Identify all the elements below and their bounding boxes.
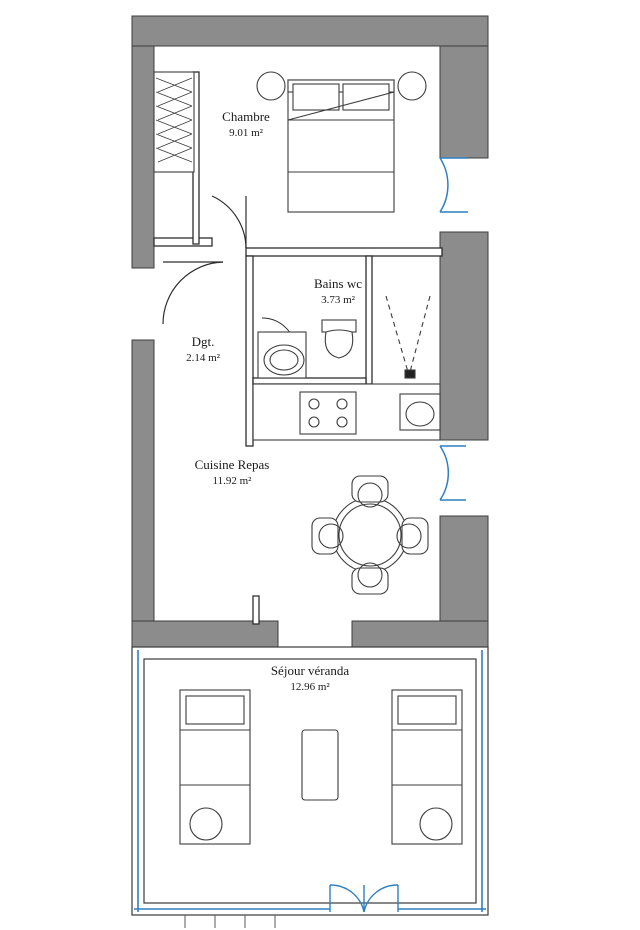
veranda-floor-ticks: [185, 915, 275, 928]
veranda-coffee-table: [302, 730, 338, 800]
veranda-stool-right: [420, 808, 452, 840]
room-name: Dgt.: [191, 333, 215, 349]
window-chambre-right: [440, 158, 448, 212]
wall-top: [132, 16, 488, 46]
bathroom-fixtures: [258, 296, 430, 378]
room-name: Cuisine Repas: [194, 456, 270, 472]
doors-group: [163, 196, 296, 352]
wall-right-upper: [440, 46, 488, 158]
dining-set: [312, 476, 428, 594]
window-cuisine-right: [440, 446, 448, 500]
room-area: 3.73 m²: [321, 293, 355, 306]
room-name: Chambre: [222, 108, 270, 124]
shower-area: [386, 296, 430, 372]
wall-left-upper: [132, 46, 154, 268]
partition-chambre-bottom: [154, 238, 212, 246]
veranda-stool-left: [190, 808, 222, 840]
partition-bains-right: [366, 256, 372, 384]
dining-table: [333, 498, 407, 572]
room-name: Séjour véranda: [270, 662, 350, 678]
room-area: 9.01 m²: [229, 126, 263, 139]
nightstand-right: [398, 72, 426, 100]
door-dgt-swing: [163, 262, 223, 324]
cooktop: [300, 392, 356, 434]
wc-bowl: [325, 330, 353, 358]
kitchen-fixtures: [253, 384, 440, 440]
room-name: Bains wc: [313, 275, 363, 291]
nightstand-left: [257, 72, 285, 100]
pillow-left: [293, 84, 339, 110]
room-area: 2.14 m²: [186, 351, 220, 364]
room-area: 12.96 m²: [290, 680, 330, 693]
veranda-furniture: [180, 690, 462, 844]
partition-dgt-right: [246, 256, 253, 446]
wall-right-mid: [440, 232, 488, 440]
pillow-right: [343, 84, 389, 110]
wall-bottom-right-stub: [352, 621, 488, 647]
door-chambre-swing: [212, 196, 246, 248]
partition-chambre-bottom-2: [246, 248, 442, 256]
partition-bains-bottom: [253, 378, 366, 384]
veranda-door-double: [330, 885, 398, 912]
shower-drain: [405, 370, 415, 378]
wall-left-lower: [132, 340, 154, 645]
room-area: 11.92 m²: [212, 474, 252, 487]
partition-cuisine-bottom: [253, 596, 259, 624]
wall-bottom-left-stub: [132, 621, 278, 647]
